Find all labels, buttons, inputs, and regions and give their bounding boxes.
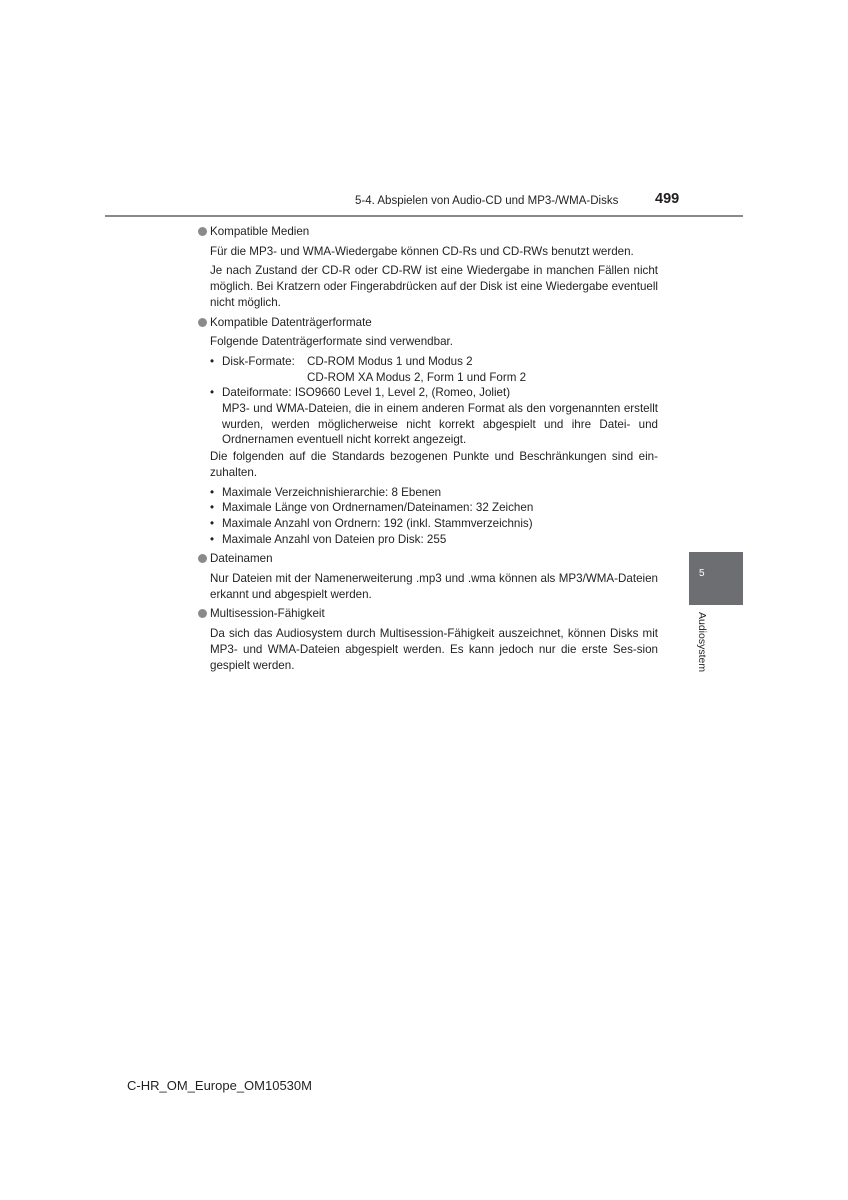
file-formats-note: MP3- und WMA-Dateien, die in einem anderen Format als den vorgenannten erstellt wurden, werden möglicherweise nicht korrekt abgespielt und ihre Datei- und Ordnernamen eventuell nicht korrekt angezeigt. <box>222 402 658 447</box>
list-item <box>210 516 658 532</box>
page-number: 499 <box>655 191 680 207</box>
file-formats-value: ISO9660 Level 1, Level 2, (Romeo, Joliet) <box>294 386 511 400</box>
bullet-glyph: • <box>210 386 215 400</box>
paragraph: Je nach Zustand der CD-R oder CD-RW ist eine Wiedergabe in manchen Fällen nicht möglich. Bei Kratzern oder Fingerabdrücken auf der Disk ist eine Wiedergabe eventuell nicht möglich. <box>210 264 658 309</box>
list-item-text: Maximale Länge von Ordnernamen/Dateinamen: 32 Zeichen <box>222 501 534 515</box>
bullet-glyph: • <box>210 485 215 499</box>
footer-doc-id: C-HR_OM_Europe_OM10530M <box>127 1078 312 1093</box>
paragraph: Folgende Datenträgerformate sind verwendbar. <box>210 335 453 349</box>
bullet-glyph: • <box>210 516 215 530</box>
chapter-tab-number: 5 <box>699 568 705 579</box>
disk-formats-value-1: CD-ROM Modus 1 und Modus 2 <box>307 354 473 368</box>
format-list <box>210 354 658 448</box>
disk-formats-label: Disk-Formate: <box>222 354 295 368</box>
disk-formats-value-2: CD-ROM XA Modus 2, Form 1 und Form 2 <box>307 370 527 384</box>
section-heading-text: Multisession-Fähigkeit <box>210 607 325 621</box>
file-formats-label: Dateiformate: <box>222 386 292 400</box>
bullet-dot-icon <box>198 609 207 618</box>
list-item <box>210 385 658 448</box>
page-content <box>198 224 658 677</box>
list-item <box>210 354 658 385</box>
section-heading-text: Dateinamen <box>210 552 273 566</box>
paragraph: Nur Dateien mit der Namenerweiterung .mp3 und .wma können als MP3/WMA-Dateien erkannt und abgespielt werden. <box>210 572 658 601</box>
bullet-glyph: • <box>210 501 215 515</box>
bullet-glyph: • <box>210 354 215 368</box>
bullet-dot-icon <box>198 227 207 236</box>
section-heading-text: Kompatible Medien <box>210 225 310 238</box>
list-item-text: Maximale Verzeichnishierarchie: 8 Ebenen <box>222 485 442 499</box>
section-heading <box>198 315 658 331</box>
limits-list <box>210 485 658 548</box>
list-item-text: Maximale Anzahl von Dateien pro Disk: 255 <box>222 532 447 546</box>
chapter-tab <box>689 552 743 605</box>
bullet-dot-icon <box>198 318 207 327</box>
paragraph: Für die MP3- und WMA-Wiedergabe können CD-Rs und CD-RWs benutzt werden. <box>210 244 634 258</box>
section-heading <box>198 551 658 567</box>
header-section-title: 5-4. Abspielen von Audio-CD und MP3-/WMA-Disks <box>355 195 619 207</box>
list-item <box>210 532 658 548</box>
paragraph: Die folgenden auf die Standards bezogenen Punkte und Beschränkungen sind ein-zuhalten. <box>210 450 658 479</box>
chapter-tab-label: Audiosystem <box>696 612 708 673</box>
list-item <box>210 485 658 501</box>
section-heading-text: Kompatible Datenträgerformate <box>210 315 372 329</box>
list-item-text: Maximale Anzahl von Ordnern: 192 (inkl. Stammverzeichnis) <box>222 516 533 530</box>
list-item <box>210 500 658 516</box>
section-heading <box>198 606 658 622</box>
paragraph: Da sich das Audiosystem durch Multisession-Fähigkeit auszeichnet, können Disks mit MP3- und WMA-Dateien abgespielt werden. Es kann jedoch nur die erste Ses-sion gespielt werden. <box>210 627 658 672</box>
header-rule <box>105 215 743 217</box>
bullet-dot-icon <box>198 554 207 563</box>
section-heading <box>198 224 658 240</box>
bullet-glyph: • <box>210 532 215 546</box>
